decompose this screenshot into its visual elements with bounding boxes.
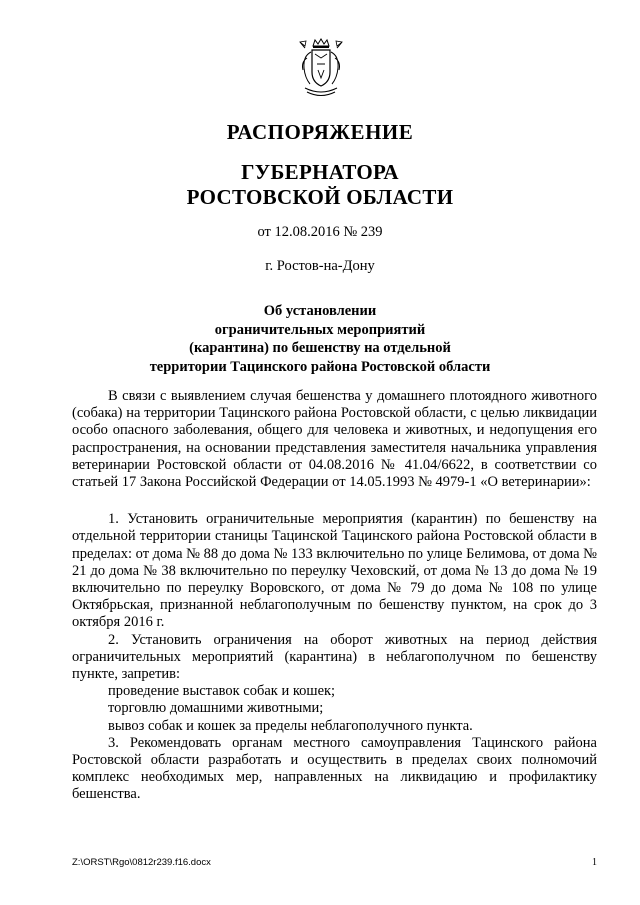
coat-of-arms-icon	[297, 38, 345, 100]
item-2-list-item: вывоз собак и кошек за пределы неблагополучного пункта.	[108, 717, 473, 734]
page-number: 1	[592, 857, 597, 868]
item-3-paragraph: 3. Рекомендовать органам местного самоуправления Тацинского района Ростовской области разработать и осуществить в пределах своих полномочий комплекс необходимых мер, направленных на ликвидацию и профилактику бешенства.	[72, 734, 597, 803]
preamble-paragraph: В связи с выявлением случая бешенства у домашнего плотоядного животного (собака) на территории Тацинского района Ростовской области, с целью ликвидации особо опасного заболевания, общего для человека и животных, и недопущения его распространения, на основании представления заместителя начальника управления ветеринарии Ростовской области от 04.08.2016 № 41.04/6622, в соответствии со статьей 17 Закона Российской Федерации от 14.05.1993 № 4979-1 «О ветеринарии»:	[72, 388, 597, 491]
place: г. Ростов-на-Дону	[265, 258, 375, 274]
document-type: РАСПОРЯЖЕНИЕ	[226, 120, 414, 144]
item-2-list-item: проведение выставок собак и кошек;	[108, 683, 336, 700]
item-2-paragraph: 2. Установить ограничения на оборот животных на период действия ограничительных мероприятий (карантина) в неблагополучном по бешенству пункте, запретив:	[72, 631, 597, 683]
date-number: от 12.08.2016 № 239	[257, 224, 383, 240]
document-title	[60, 302, 580, 376]
title-line: ограничительных мероприятий	[214, 321, 426, 338]
authority-line-1: ГУБЕРНАТОРА	[241, 160, 399, 184]
title-line: (карантина) по бешенству на отдельной	[189, 340, 451, 356]
file-path: Z:\ORST\Rgo\0812r239.f16.docx	[72, 857, 211, 868]
document-body	[72, 388, 597, 804]
authority-line-2: РОСТОВСКОЙ ОБЛАСТИ	[186, 185, 454, 209]
item-1-paragraph: 1. Установить ограничительные мероприятия (карантин) по бешенству на отдельной территории станицы Тацинской Тацинского района Ростовской области в пределах: от дома № 88 до дома № 133 включительно по улице Белимова, от дома № 21 до дома № 38 включительно по переулку Чеховский, от дома № 13 до дома № 19 включительно по переулку Воровского, от дома № 79 до дома № 108 по улице Октябрьская, признанной неблагополучным по бешенству пунктом, на срок до 3 октября 2016 г.	[72, 511, 597, 631]
title-line: Об установлении	[263, 303, 377, 319]
title-line: территории Тацинского района Ростовской области	[149, 358, 491, 375]
item-2-list-item: торговлю домашними животными;	[108, 700, 324, 717]
